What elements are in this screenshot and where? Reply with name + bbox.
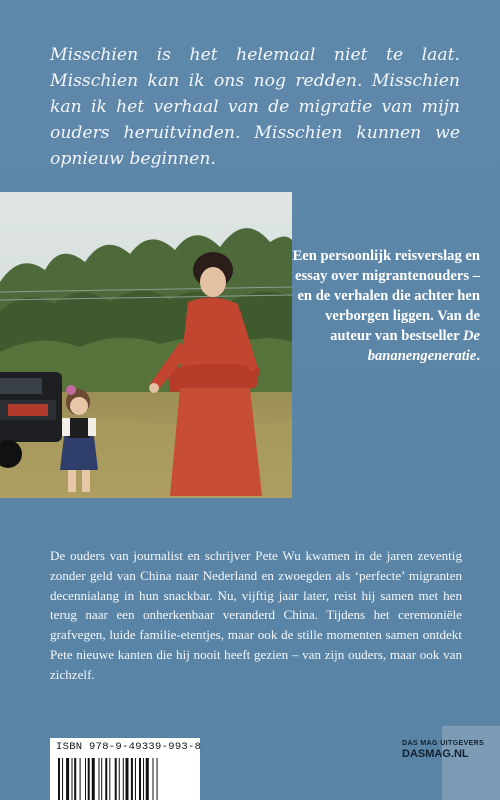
family-photo [0, 192, 292, 498]
publisher-name: DAS MAG UITGEVERS [402, 740, 485, 747]
publisher-block [402, 740, 500, 760]
publisher-stamp [442, 726, 500, 800]
tagline-text: Een persoonlijk reisverslag en essay over migrantenouders – en de verhalen die achter hen verborgen liggen. Van de auteur van bestseller [292, 248, 480, 344]
barcode-box [50, 738, 200, 800]
tagline-end: . [476, 348, 480, 364]
book-title: De bananengeneratie [367, 328, 480, 364]
book-description: De ouders van journalist en schrijver Pete Wu kwamen in de jaren zeventig zonder geld van China naar Nederland en zwoegden als ‘perfecte’ migranten decennialang in hun snackbar. Nu, vijftig jaar later, reist hij samen met hen terug naar een onherkenbaar veranderd China. Tijdens het ceremoniële grafvegen, luide familie-etentjes, maar ook de stille momenten samen ontdekt Pete nieuwe kanten die hij nooit heeft gezien – van zijn ouders, maar ook van zichzelf. [50, 548, 462, 682]
opening-quote: Misschien is het helemaal niet te laat. Misschien kan ik ons nog redden. Misschien kan ik het verhaal van de migratie van mijn ouders heruitvinden. Misschien kunnen we opnieuw beginnen. [50, 45, 460, 169]
publisher-website: DASMAG.NL [402, 748, 469, 760]
tagline [292, 246, 480, 366]
barcode-icon [56, 758, 194, 800]
isbn-label: ISBN 978-9-49339-993-8 [56, 741, 202, 753]
